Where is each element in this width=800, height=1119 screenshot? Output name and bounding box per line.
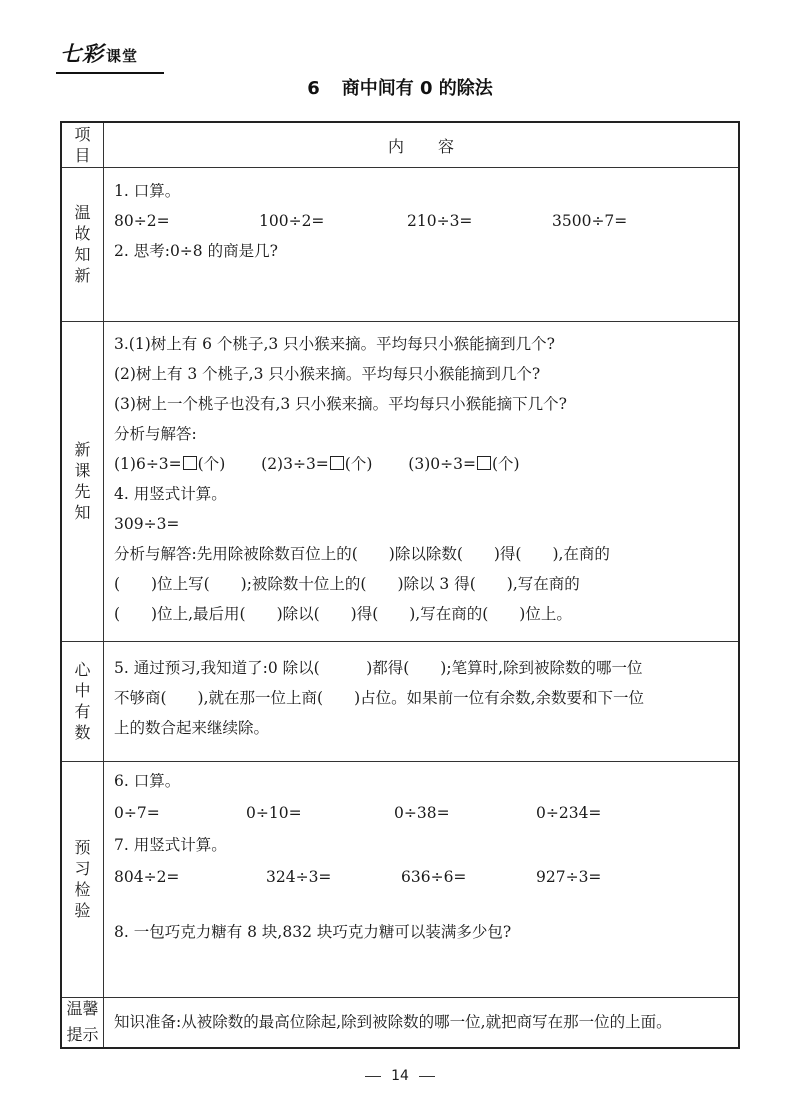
section-content-check <box>104 761 738 997</box>
section-label-new: 新课先知 <box>62 321 104 641</box>
question-2: 2. 思考:0÷8 的商是几? <box>114 242 278 260</box>
calc-item: 927÷3= <box>536 868 602 886</box>
question-4-expr: 309÷3= <box>114 515 180 533</box>
lesson-number: 6 <box>307 78 320 99</box>
section-content-mind <box>104 641 738 761</box>
page-footer <box>0 1068 800 1084</box>
page-number: 14 <box>391 1068 409 1084</box>
calc-item: 0÷38= <box>394 804 450 822</box>
section-label-tip: 温馨提示 <box>62 997 104 1047</box>
tip-text: 知识准备:从被除数的最高位除起,除到被除数的哪一位,就把商写在那一位的上面。 <box>114 1013 672 1031</box>
column-label-item: 项目 <box>62 123 104 167</box>
brand-name: 七彩 <box>60 42 104 66</box>
calc-item: 0÷234= <box>536 804 602 822</box>
question-8: 8. 一包巧克力糖有 8 块,832 块巧克力糖可以装满多少包? <box>114 923 512 941</box>
oral-calc-row <box>114 206 738 236</box>
section-label-review: 温故知新 <box>62 167 104 321</box>
calc-item: 636÷6= <box>401 868 467 886</box>
fill-blank-line-2: ( )位上写( );被除数十位上的( )除以 3 得( ),写在商的 <box>114 575 580 593</box>
question-7: 7. 用竖式计算。 <box>114 836 227 854</box>
fill-blank-line-3: ( )位上,最后用( )除以( )得( ),写在商的( )位上。 <box>114 605 572 623</box>
summary-line-1: 5. 通过预习,我知道了:0 除以( )都得( );笔算时,除到被除数的哪一位 <box>114 659 643 677</box>
question-1: 1. 口算。 <box>114 182 181 200</box>
lesson-title: 商中间有 0 的除法 <box>341 78 493 99</box>
section-check <box>62 761 738 998</box>
column-label-content: 内容 <box>387 136 488 156</box>
answer-box[interactable] <box>183 456 197 470</box>
calc-item: 0÷7= <box>114 804 160 822</box>
section-tip <box>62 997 738 1047</box>
section-mind <box>62 641 738 762</box>
question-3-3: (3)树上一个桃子也没有,3 只小猴来摘。平均每只小猴能摘下几个? <box>114 395 567 413</box>
section-content-review <box>104 167 738 321</box>
footer-dash <box>419 1076 435 1077</box>
oral-calc-row-6 <box>114 797 738 829</box>
answer-2-expr: (2)3÷3= <box>261 455 329 473</box>
answer-box[interactable] <box>330 456 344 470</box>
column-label-content-cell <box>104 123 738 167</box>
answer-3-expr: (3)0÷3= <box>408 455 476 473</box>
page-title <box>0 74 800 100</box>
answer-3-unit: (个) <box>491 455 520 473</box>
brand-sub: 课堂 <box>106 47 139 65</box>
summary-line-3: 上的数合起来继续除。 <box>114 719 270 737</box>
calc-item: 324÷3= <box>266 868 332 886</box>
answer-row <box>114 449 738 479</box>
calc-item: 80÷2= <box>114 212 170 230</box>
calc-item: 0÷10= <box>246 804 302 822</box>
question-3-1: 3.(1)树上有 6 个桃子,3 只小猴来摘。平均每只小猴能摘到几个? <box>114 335 555 353</box>
answer-2-unit: (个) <box>344 455 373 473</box>
footer-dash <box>365 1076 381 1077</box>
section-new <box>62 321 738 642</box>
section-label-check: 预习检验 <box>62 761 104 997</box>
fill-blank-line-1: 分析与解答:先用除被除数百位上的( )除以除数( )得( ),在商的 <box>114 545 610 563</box>
section-label-mind: 心中有数 <box>62 641 104 761</box>
section-content-new <box>104 321 738 641</box>
brand-logo <box>60 38 138 68</box>
section-content-tip <box>104 997 738 1047</box>
calc-item: 3500÷7= <box>552 212 628 230</box>
answer-1-expr: (1)6÷3= <box>114 455 182 473</box>
calc-item: 100÷2= <box>259 212 325 230</box>
calc-item: 804÷2= <box>114 868 180 886</box>
question-6: 6. 口算。 <box>114 772 181 790</box>
table-header-row <box>62 123 738 168</box>
answer-box[interactable] <box>477 456 491 470</box>
question-4: 4. 用竖式计算。 <box>114 485 227 503</box>
lesson-table <box>60 121 740 1049</box>
analysis-label: 分析与解答: <box>114 425 197 443</box>
question-3-2: (2)树上有 3 个桃子,3 只小猴来摘。平均每只小猴能摘到几个? <box>114 365 541 383</box>
summary-line-2: 不够商( ),就在那一位上商( )占位。如果前一位有余数,余数要和下一位 <box>114 689 645 707</box>
calc-item: 210÷3= <box>407 212 473 230</box>
section-review <box>62 167 738 322</box>
vertical-calc-row-7 <box>114 861 738 893</box>
answer-1-unit: (个) <box>197 455 226 473</box>
